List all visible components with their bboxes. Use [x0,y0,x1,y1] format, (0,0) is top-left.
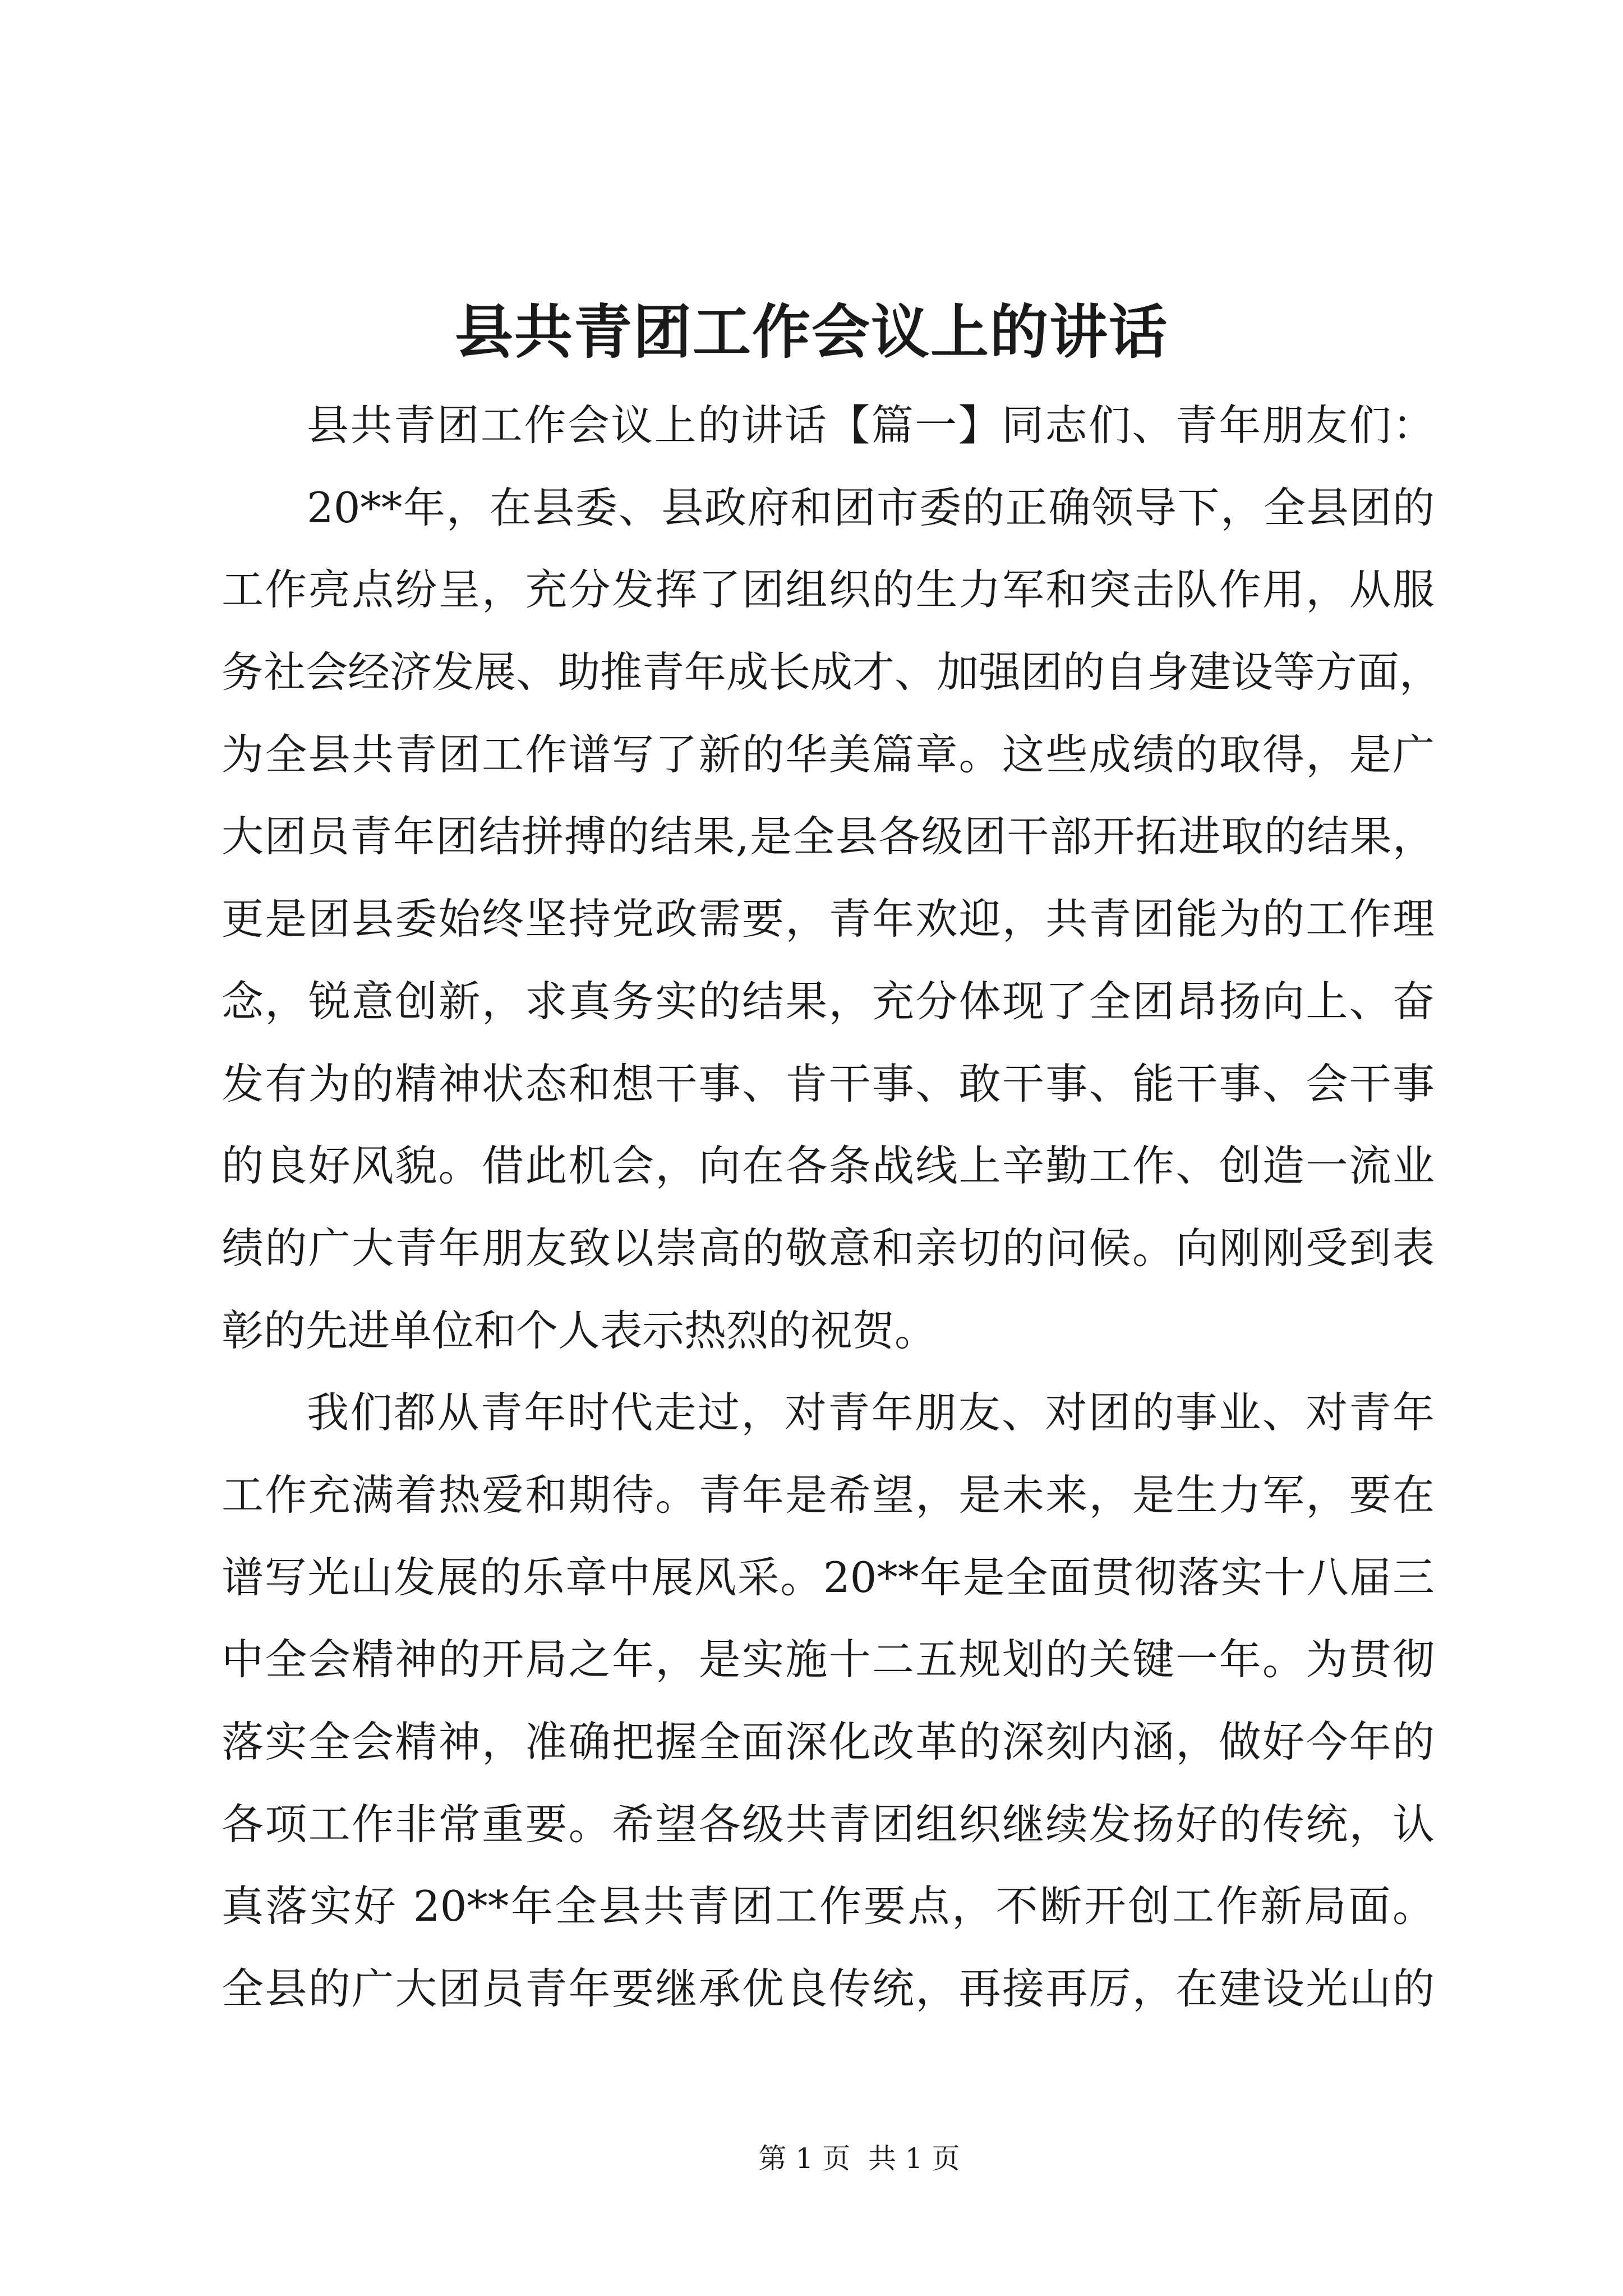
paragraph [222,1372,1435,2030]
body-line: 中全会精神的开局之年，是实施十二五规划的关键一年。为贯彻 [222,1635,1435,1685]
body-line: 彰的先进单位和个人表示热烈的祝贺。 [222,1305,937,1355]
paragraph [222,384,1435,467]
body-line: 工作充满着热爱和期待。青年是希望，是未来，是生力军，要在 [222,1470,1435,1520]
body-line: 谱写光山发展的乐章中展风采。20**年是全面贯彻落实十八届三 [222,1552,1435,1602]
body-line: 务社会经济发展、助推青年成长成才、加强团的自身建设等方面， [222,647,1442,697]
body-line: 县共青团工作会议上的讲话【篇一】同志们、青年朋友们： [307,401,1435,450]
body-line: 的良好风貌。借此机会，向在各条战线上辛勤工作、创造一流业 [222,1141,1435,1191]
document-title: 县共青团工作会议上的讲话 [454,297,1168,366]
body-line: 绩的广大青年朋友致以崇高的敬意和亲切的问候。向刚刚受到表 [222,1223,1435,1273]
body-line: 落实全会精神，准确把握全面深化改革的深刻内涵，做好今年的 [222,1717,1435,1766]
body-line: 更是团县委始终坚持党政需要，青年欢迎，共青团能为的工作理 [222,894,1435,944]
body-line: 全县的广大团员青年要继承优良传统，再接再厉，在建设光山的 [222,1964,1435,2014]
document-body [222,384,1442,2030]
body-line: 念，锐意创新，求真务实的结果，充分体现了全团昂扬向上、奋 [222,976,1435,1026]
body-line: 发有为的精神状态和想干事、肯干事、敢干事、能干事、会干事 [222,1059,1435,1108]
body-line: 大团员青年团结拼搏的结果,是全县各级团干部开拓进取的结果， [222,812,1435,862]
body-line: 20**年，在县委、县政府和团市委的正确领导下，全县团的 [307,482,1435,532]
page-footer: 第 1 页 共 1 页 [758,2142,960,2175]
body-line: 为全县共青团工作谱写了新的华美篇章。这些成绩的取得，是广 [222,729,1435,779]
body-line: 工作亮点纷呈，充分发挥了团组织的生力军和突击队作用，从服 [222,565,1435,615]
body-line: 真落实好 20**年全县共青团工作要点，不断开创工作新局面。 [222,1881,1435,1931]
body-line: 我们都从青年时代走过，对青年朋友、对团的事业、对青年 [307,1388,1435,1438]
body-line: 各项工作非常重要。希望各级共青团组织继续发扬好的传统，认 [222,1799,1435,1849]
paragraph [222,467,1442,1372]
